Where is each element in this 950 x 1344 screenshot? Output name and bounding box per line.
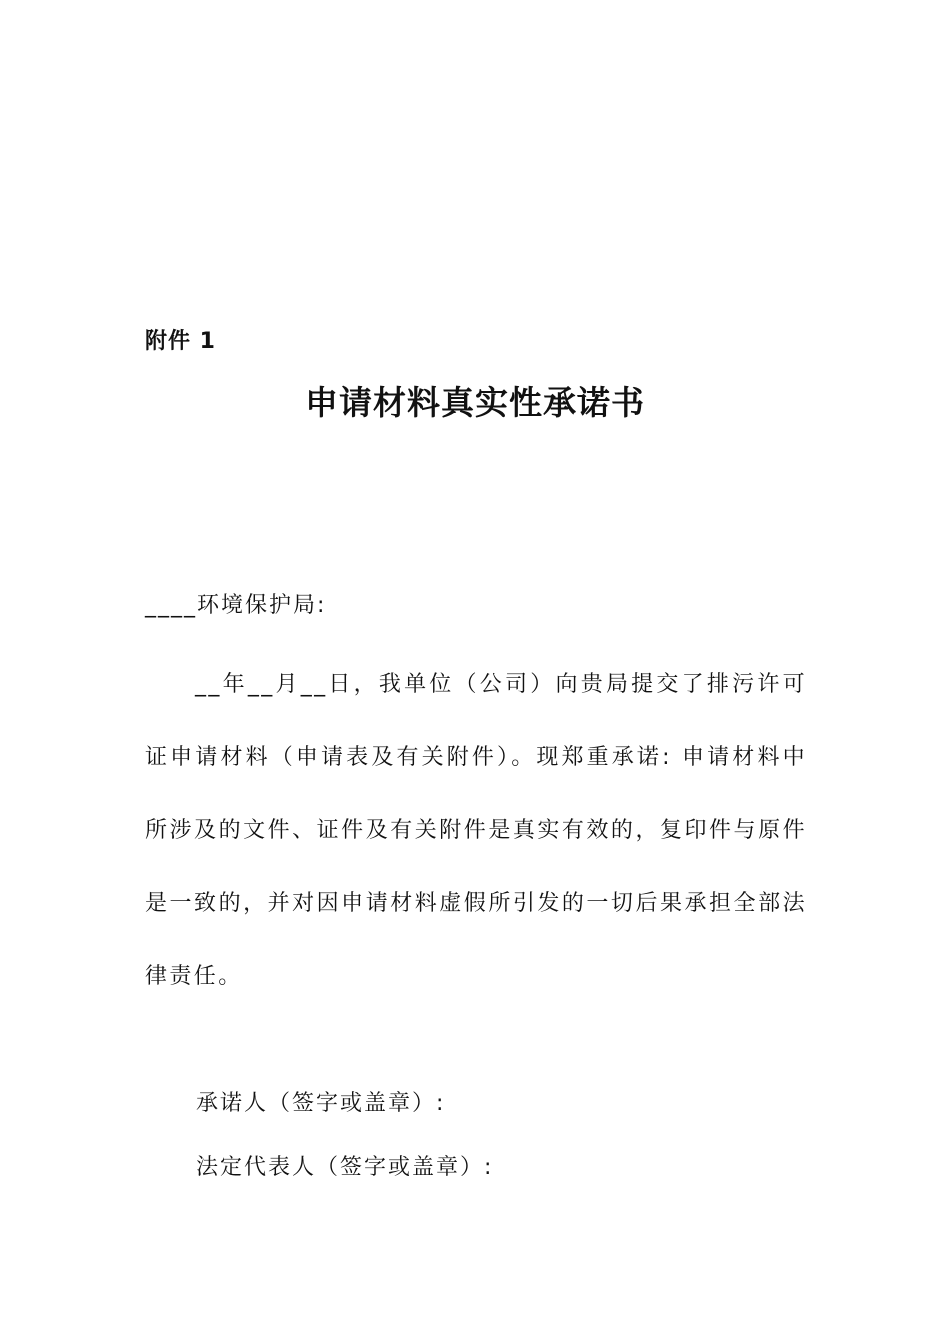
commitment-paragraph: __年__月__日，我单位（公司）向贵局提交了排污许可证申请材料（申请表及有关附件）。现郑重承诺: 申请材料中所涉及的文件、证件及有关附件是真实有效的，复印件与原件是一致的，并对因申请材料虚假所引发的一切后果承担全部法律责任。 — [145, 672, 807, 989]
document-title: 申请材料真实性承诺书 — [305, 383, 645, 422]
salutation — [145, 590, 326, 622]
salutation-text: 环境保护局: — [197, 593, 327, 618]
promisor-signature-line: 承诺人（签字或盖章）: — [196, 1091, 446, 1116]
salutation-blank: ____ — [145, 593, 197, 618]
attachment-label: 附件 1 — [145, 329, 216, 354]
legal-representative-signature-line: 法定代表人（签字或盖章）: — [196, 1155, 494, 1180]
